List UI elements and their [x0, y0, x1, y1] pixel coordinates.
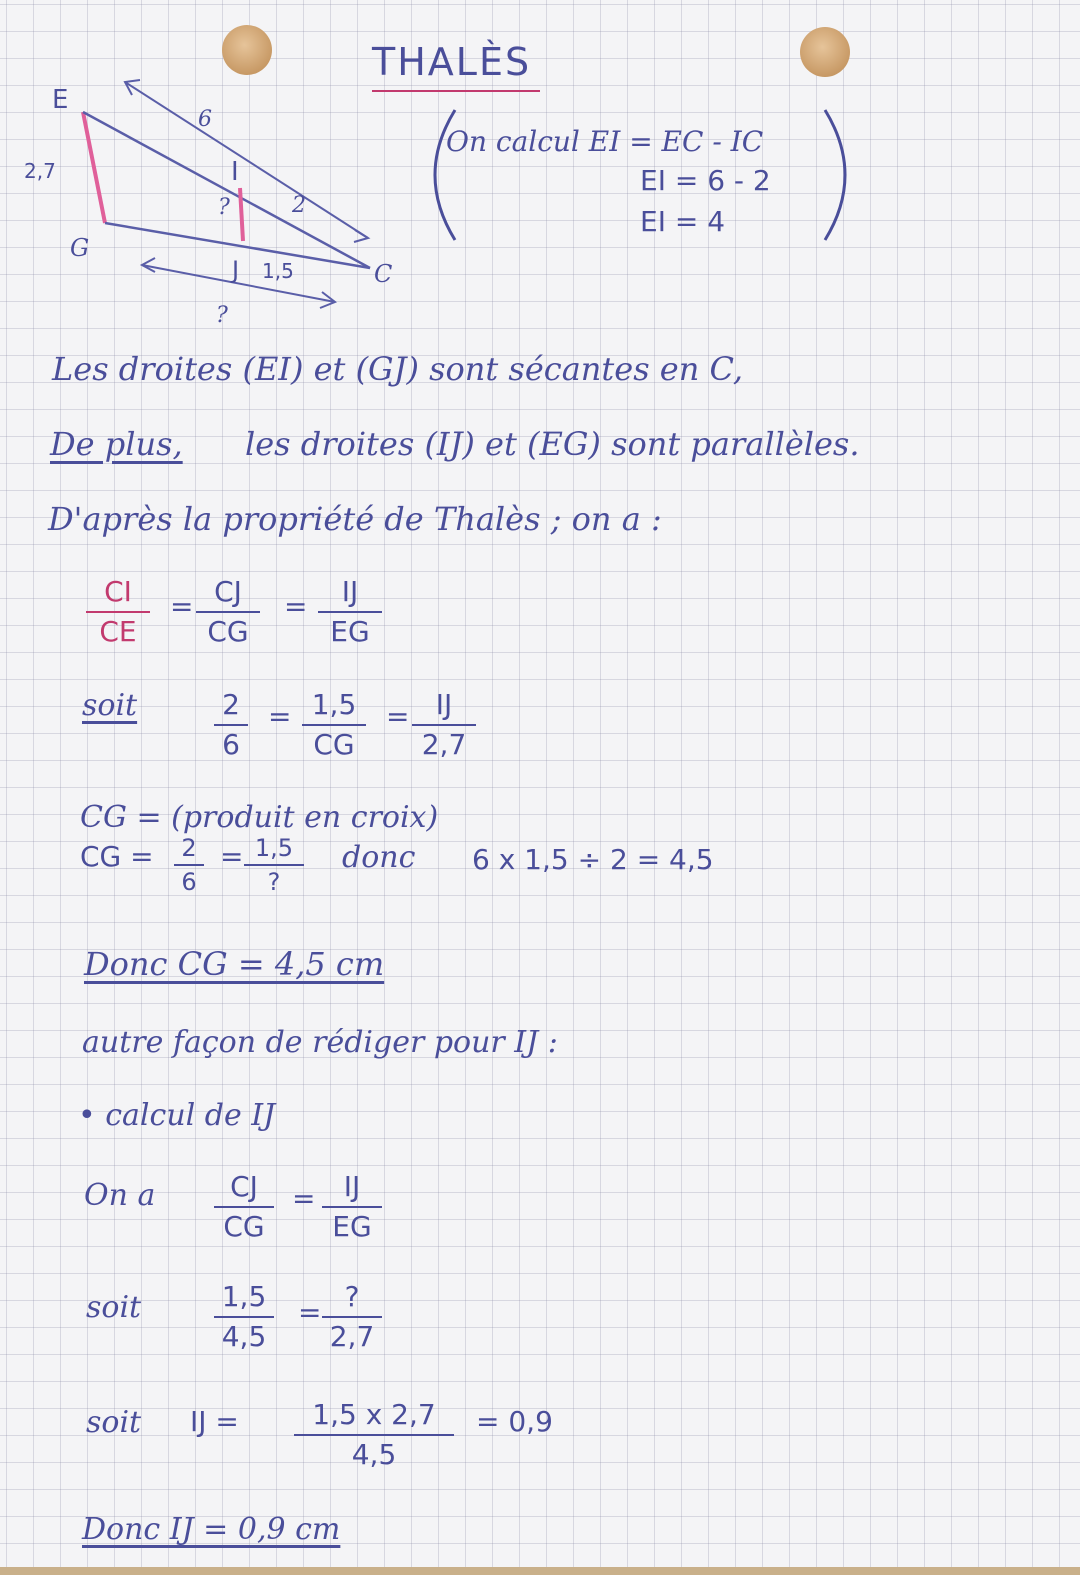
fraction-2-6: 2 6: [214, 688, 248, 762]
fraction-15-45: 1,5 4,5: [214, 1280, 274, 1354]
calcul-de-ij: • calcul de IJ: [78, 1098, 276, 1133]
equals-sign: =: [386, 700, 410, 733]
binder-hole-right: [800, 27, 850, 77]
soit-label-3: soit: [86, 1405, 142, 1440]
fraction-ij-eg-b: IJ EG: [322, 1170, 382, 1244]
fraction-ij-product: 1,5 x 2,7 4,5: [294, 1398, 454, 1472]
box-line-2: EI = 6 - 2: [640, 164, 771, 197]
ij-equals: IJ =: [190, 1405, 239, 1438]
cg-produit-en-croix: CG = (produit en croix): [80, 800, 439, 835]
page-title: THALÈS: [372, 40, 532, 84]
label-EC-length: 6: [198, 107, 212, 132]
box-line-3: EI = 4: [640, 205, 726, 238]
label-GC-unknown: ?: [216, 303, 228, 328]
line-de-plus: De plus,: [50, 425, 183, 463]
segment-IJ: [240, 188, 243, 241]
equals-sign: =: [170, 590, 194, 623]
equals-sign: =: [292, 1182, 316, 1215]
page-bottom-edge: [0, 1567, 1080, 1575]
cg-donc: donc: [342, 840, 416, 875]
fraction-unknown-27: ? 2,7: [322, 1280, 382, 1354]
segment-EG: [83, 112, 105, 223]
label-EG-length: 2,7: [24, 159, 56, 183]
fraction-ij-27: IJ 2,7: [412, 688, 476, 762]
line-thales-property: D'après la propriété de Thalès ; on a :: [48, 500, 662, 538]
fraction-cj-cg: CJ CG: [196, 575, 260, 649]
fraction-15-cg: 1,5 CG: [302, 688, 366, 762]
label-G: G: [70, 234, 90, 262]
equals-sign: =: [220, 840, 244, 873]
label-IJ-unknown: ?: [218, 195, 230, 220]
cg-prefix: CG =: [80, 840, 154, 873]
label-E: E: [52, 85, 69, 115]
equals-sign: =: [298, 1296, 322, 1329]
ij-result: = 0,9: [476, 1405, 553, 1438]
label-I: I: [231, 157, 239, 187]
fraction-15-unknown: 1,5 ?: [244, 834, 304, 896]
equals-sign: =: [268, 700, 292, 733]
label-JC-length: 1,5: [262, 259, 294, 283]
cg-calculation: 6 x 1,5 ÷ 2 = 4,5: [472, 843, 714, 876]
fraction-cj-cg-b: CJ CG: [214, 1170, 274, 1244]
line-paralleles: les droites (IJ) et (EG) sont parallèles.: [245, 425, 860, 463]
equals-sign: =: [284, 590, 308, 623]
label-J: J: [232, 256, 240, 284]
fraction-ci-ce: CI CE: [86, 575, 150, 649]
on-a-label: On a: [84, 1178, 156, 1213]
line-secantes: Les droites (EI) et (GJ) sont sécantes en C,: [52, 350, 744, 388]
label-C: C: [374, 260, 393, 288]
soit-label-2: soit: [86, 1290, 142, 1325]
label-IC-length: 2: [292, 193, 306, 218]
result-ij: Donc IJ = 0,9 cm: [82, 1512, 341, 1547]
fraction-2-6-b: 2 6: [174, 834, 204, 896]
thales-figure: [0, 60, 420, 400]
soit-label-1: soit: [82, 688, 138, 723]
autre-facon: autre façon de rédiger pour IJ :: [82, 1025, 558, 1060]
result-cg: Donc CG = 4,5 cm: [84, 945, 385, 983]
box-line-1: On calcul EI = EC - IC: [446, 125, 764, 158]
fraction-ij-eg: IJ EG: [318, 575, 382, 649]
